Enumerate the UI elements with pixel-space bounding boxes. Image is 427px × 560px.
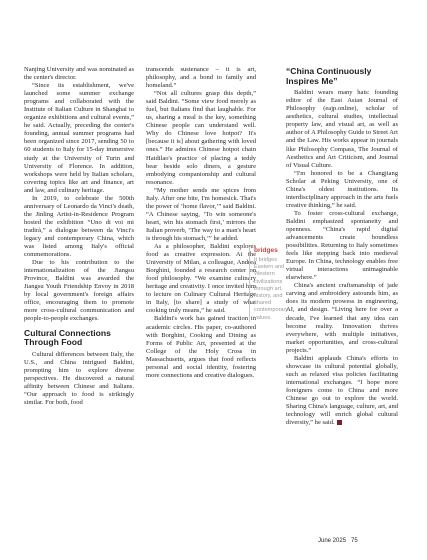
paragraph: Cultural differences between Italy, the U.S., and China intrigued Baldini, prompting him to explore diverse perspectives. He discovered a natural affinity between Chinese and Italians. “Our approach to food is strikingly similar. For both, food: [24, 350, 134, 406]
paragraph: Baldini's work has gained traction in academic circles. His paper, co-authored with Borghini, Cooking and Dining as Forms of Public Art, presented at the College of the Holy Cross in Massachusetts, argues that food reflects personal and social identity, fostering more connections and creative dialogues.: [146, 315, 256, 379]
final-paragraph-text: Baldini applauds China's efforts to showcase its cultural potential globally, such as relaxed visa policies facilitating international exchanges. “I hope more foreigners come to China and more Chinese go out to explore the world. Sharing China's language, culture, art, and technology will enrich global cultural diversity,” he said.: [286, 354, 398, 427]
page-number: 75: [351, 538, 358, 544]
paragraph: “Not all cultures grasp this depth,” said Baldini. “Some view food merely as fuel, but Italians find that laughable. For us, sharing a meal is the key, something Chinese people can understand well. Why do Chinese love hotpot? It's [because it is] about gathering with loved ones.” He admires Chinese hotpot chain Haidilao's practice of placing a teddy bear beside solo diners, a gesture embodying companionship and cultural resonance.: [146, 90, 256, 186]
paragraph: China's ancient craftsmanship of jade carving and embroidery astounds him, as does its modern prowess in engineering, AI, and design. “Living here for over a decade, I've learned that any idea can become reality. Innovation thrives everywhere, with multiple initiatives, market opportunities, and cross-cultural projects.”: [286, 282, 398, 354]
paragraph: In 2019, to celebrate the 500th anniversary of Leonardo da Vinci's death, the Jinling Artist-in-Residence Program hosted the exhibition “Uno di voi mi tradirà,” a dialogue between da Vinci's legacy and contemporary China, which was listed among Italy's official commemorations.: [24, 194, 134, 259]
end-of-article-mark: [337, 420, 342, 425]
paragraph: “I'm honored to be a Changjiang Scholar at Peking University, one of China's oldest institutions. Its interdisciplinary approach in the arts fuels creative thinking,” he said.: [286, 169, 398, 209]
sidebar-tag: bridges: [254, 247, 278, 254]
paragraph: To foster cross-cultural exchange, Baldini emphasized spontaneity and openness. “China's rapid digital advancements create boundless possibilities. Returning to Italy sometimes feels like stepping back into medieval Europe. In China, technology enables free virtual interactions unimaginable elsewhere.”: [286, 209, 398, 282]
section-heading-china-inspires: “China Continuously Inspires Me”: [286, 66, 372, 86]
paragraph: Baldini wears many hats: founding editor of the East Asian Journal of Philosophy (eajp.online), scholar of aesthetics, cultural studies, intellectual property law, and visual art, as well as author of A Philosophy Guide to Street Art and the Law. His works appear in journals like Philosophy Compass, The Journal of Aesthetics and Art Criticism, and Journal of Visual Culture.: [286, 89, 398, 169]
paragraph: As a philosopher, Baldini explores food as creative expression. At the University of Milan, a colleague, Andrea Borghini, founded a research center on food philosophy. “We examine culinary heritage and creativity. I once invited him to lecture on Culinary Cultural Heritage in Italy, [to share] a study of what cooking truly means,” he said.: [146, 243, 256, 315]
paragraph: “Since its establishment, we've launched some summer exchange programs and collaborated with the Institute of Italian Culture in Shanghai to organize exhibitions and cultural events,” he said. Actually, preceding the center's founding, annual summer programs had been organized since 2017, sending 50 to 60 students to Italy for 15-day immersive study at the University of Turin and University of Florence. In addition, workshops were held by Italian scholars, covering topics like art and finance, art and law, and culinary heritage.: [24, 82, 134, 194]
article-column-2: [146, 66, 256, 380]
paragraph: transcends sustenance – it is art, philosophy, and a bond to family and homeland.”: [146, 66, 256, 90]
article-column-3: [286, 66, 398, 427]
article-column-1: [24, 66, 134, 407]
paragraph-final: [286, 355, 398, 427]
paragraph: Due to his contribution to the internationalization of the Jiangsu Province, Baldini was awarded the Jiangsu Youth Friendship Envoy in 2018 by local government's foreign affairs office, encouraging them to promote more cross-cultural communication and people-to-people exchanges.: [24, 259, 134, 323]
paragraph: “My mother sends me spices from Italy. After one bite, I'm homesick. That's the power of ‘home flavor,’” said Baldini. “A Chinese saying, ‘To win someone's heart, win his stomach first,’ mirrors the Italian proverb, ‘The way to a man's heart is through his stomach,’” he added.: [146, 186, 256, 242]
issue-date: June 2025: [318, 538, 347, 544]
paragraph: Nanjing University and was nominated as the center's director.: [24, 66, 134, 82]
section-heading-cultural-connections: Cultural Connections Through Food: [24, 327, 111, 348]
sidebar-quote: It bridges Eastern and Western civilizations through art, history, and shared contemporary values.: [254, 257, 289, 321]
page-footer: [318, 538, 358, 544]
pull-quote-sidebar: [249, 247, 289, 322]
